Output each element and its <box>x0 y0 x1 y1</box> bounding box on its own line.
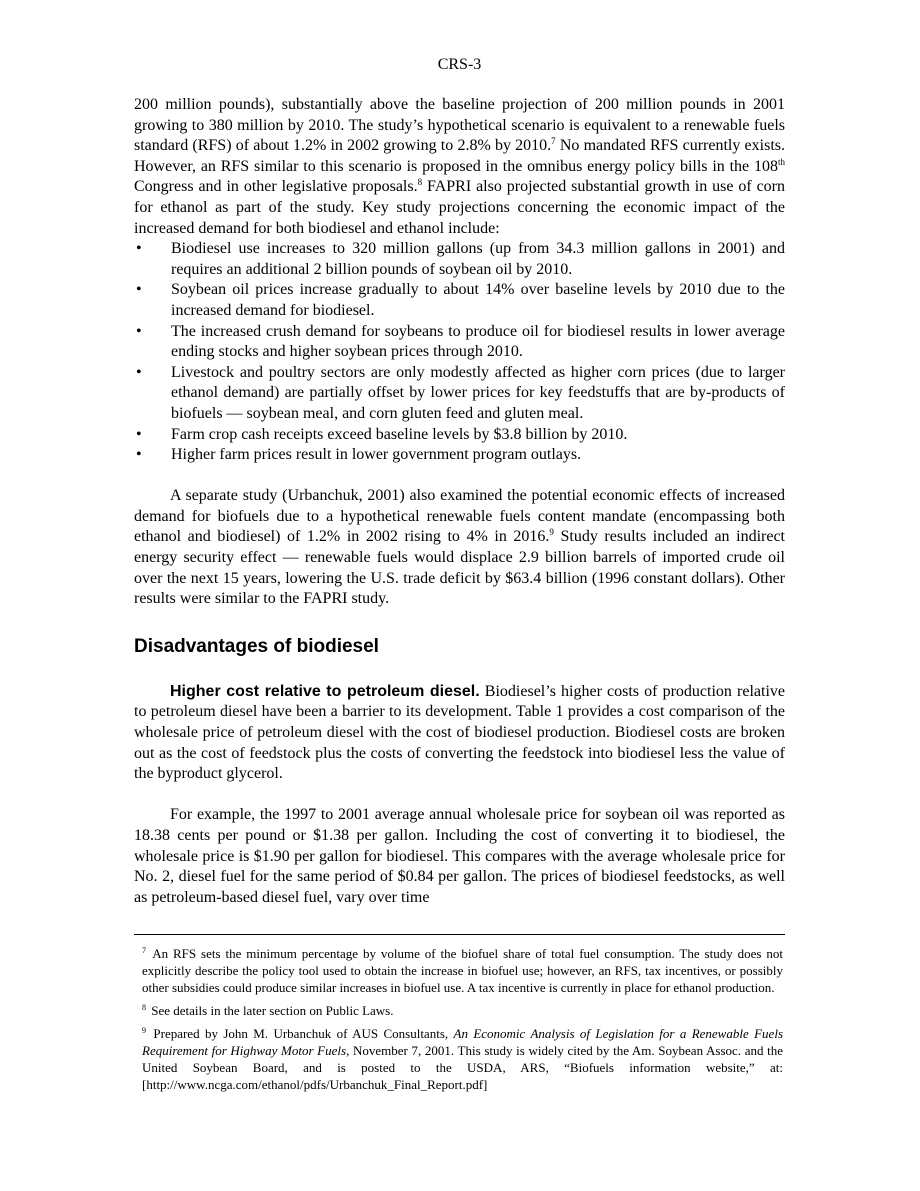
footnote-ref-9[interactable]: 9 <box>549 527 554 538</box>
bullet-icon: • <box>136 322 142 340</box>
footnote-divider <box>134 934 785 935</box>
bullet-icon: • <box>136 425 142 443</box>
para1-text-b: No mandated RFS currently exists. However, an RFS similar to this scenario is proposed in the omnibus energy policy bills in the 108 <box>134 137 785 175</box>
para1-text-d: FAPRI also projected substantial growth in use of corn for ethanol as part of the study. Key study projections concerning the economic impact of the increased demand for both biodiesel and ethanol include: <box>134 178 785 237</box>
body-text <box>134 95 785 908</box>
projection-list <box>134 239 785 466</box>
list-item: • Higher farm prices result in lower government program outlays. <box>134 445 785 466</box>
page-header: CRS-3 <box>437 56 482 73</box>
bullet-icon: • <box>136 446 142 464</box>
footnote-ref-8[interactable]: 8 <box>417 177 423 188</box>
footnote-7: $^7$ An RFS sets the minimum percentage by volume of the biofuel share of total fuel consumption. The study does not explicitly describe the policy tool used to obtain the increase in biofuel use; however, an RFS, tax incentives, or possibly other subsidies could produce similar increases in biofuel use. A tax incentive is currently in place for ethanol production. <box>142 946 783 995</box>
paragraph-fapri-study <box>134 95 785 239</box>
para1-text-c: Congress and in other legislative proposals. <box>134 178 418 196</box>
runin-heading: Higher cost relative to petroleum diesel. <box>170 682 480 700</box>
paragraph-urbanchuk-study: A separate study (Urbanchuk, 2001) also examined the potential economic effects of increased demand for biofuels due to a hypothetical renewable fuels content mandate (encompassing both ethanol and biodiesel) of 1.2% in 2002 rising to 4% in 2016.$^9$ Study results included an indirect energy security effect — renewable fuels would displace 2.9 billion barrels of imported crude oil over the next 15 years, lowering the U.S. trade deficit by $63.4 billion (1996 constant dollars). Other results were similar to the FAPRI study. <box>134 487 785 608</box>
list-item: • Biodiesel use increases to 320 million gallons (up from 34.3 million gallons in 2001) and requires an additional 2 billion pounds of soybean oil by 2010. <box>136 240 785 278</box>
footnote-8: $^8$ See details in the later section on Public Laws. <box>142 1003 394 1018</box>
footnotes <box>142 945 783 1099</box>
cited-title: An Economic Analysis of Legislation for a Renewable Fuels Requirement for Highway Motor Fuels <box>142 1026 783 1058</box>
ordinal-superscript: th <box>777 156 785 167</box>
footnote-9: $^9$ Prepared by John M. Urbanchuk of AUS Consultants, An Economic Analysis of Legislation for a Renewable Fuels Requirement for Highway Motor Fuels, November 7, 2001. This study is widely cited by the Am. Soybean Assoc. and the United Soybean Board, and is posted to the USDA, ARS, “Biofuels information website,” at: [http://www.ncga.com/ethanol/pdfs/Urbanchuk_Final_Report.pdf] <box>142 1026 783 1092</box>
bullet-icon: • <box>136 240 142 258</box>
bullet-icon: • <box>136 363 142 381</box>
paragraph-higher-cost: Higher cost relative to petroleum diesel. Biodiesel’s higher costs of production relative to petroleum diesel have been a barrier to its development. Table 1 provides a cost comparison of the wholesale price of petroleum diesel with the cost of biodiesel production. Biodiesel costs are broken out as the cost of feedstock plus the costs of converting the feedstock into biodiesel less the value of the byproduct glycerol. <box>134 682 785 783</box>
section-heading: Disadvantages of biodiesel <box>134 635 379 657</box>
para1-text-a: 200 million pounds), substantially above the baseline projection of 200 million pounds in 2001 growing to 380 million by 2010. The study’s hypothetical scenario is equivalent to a renewable fuels standard (RFS) of about 1.2% in 2002 growing to 2.8% by 2010. <box>134 96 785 155</box>
list-item: • Livestock and poultry sectors are only modestly affected as higher corn prices (due to larger ethanol demand) are partially offset by lower prices for key feedstuffs that are by-products of biofuels — soybean meal, and corn gluten feed and gluten meal. <box>136 363 785 422</box>
list-item: • Soybean oil prices increase gradually to about 14% over baseline levels by 2010 due to the increased demand for biodiesel. <box>136 281 785 319</box>
bullet-icon: • <box>136 281 142 299</box>
paragraph-example: For example, the 1997 to 2001 average annual wholesale price for soybean oil was reported as 18.38 cents per pound or $1.38 per gallon. Including the cost of converting it to biodiesel, the wholesale price is $1.90 per gallon for biodiesel. This compares with the average wholesale price for No. 2, diesel fuel for the same period of $0.84 per gallon. The prices of biodiesel feedstocks, as well as petroleum-based diesel fuel, vary over time <box>134 806 785 906</box>
list-item: • The increased crush demand for soybeans to produce oil for biodiesel results in lower average ending stocks and higher soybean prices through 2010. <box>136 322 785 361</box>
footnote-ref-7[interactable]: 7 <box>551 136 556 147</box>
list-item: • Farm crop cash receipts exceed baseline levels by $3.8 billion by 2010. <box>134 425 785 446</box>
